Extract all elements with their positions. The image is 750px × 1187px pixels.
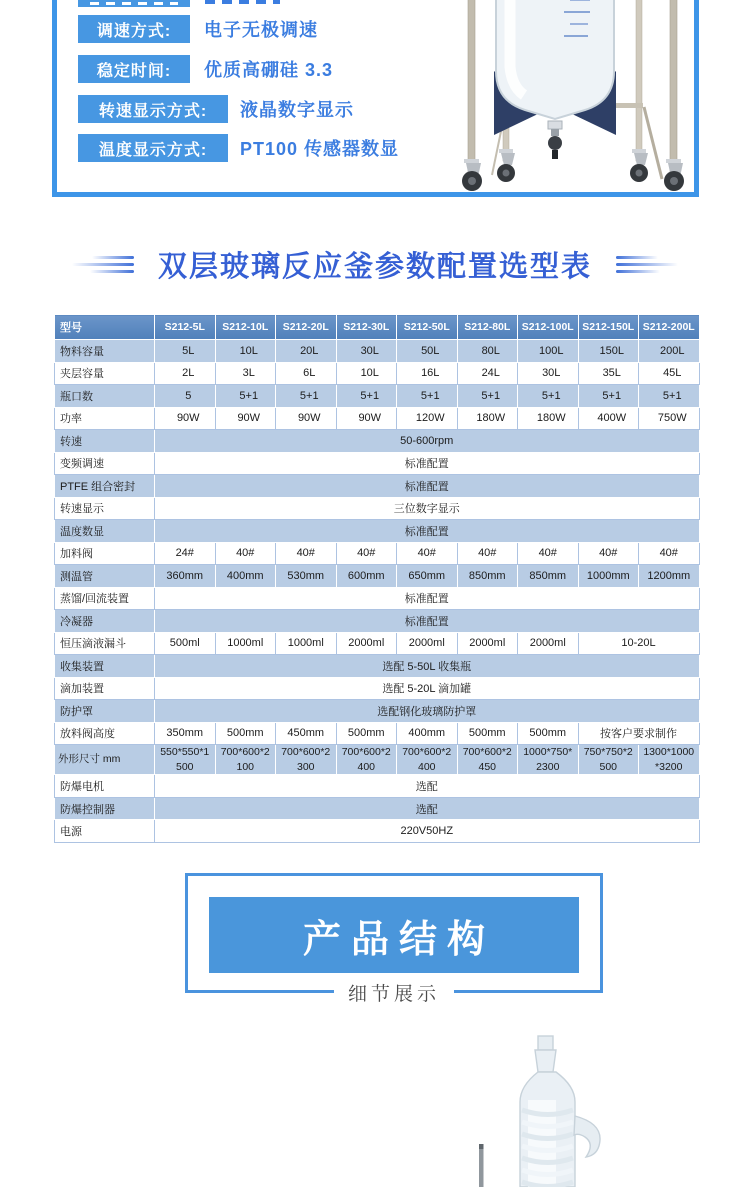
table-cell: 400mm — [215, 565, 276, 588]
caster-wheel — [497, 149, 515, 182]
table-row — [55, 775, 700, 798]
merged-value-cell: 标准配置 — [155, 452, 700, 475]
row-label-cell: 转速 — [55, 430, 155, 453]
merged-value-cell: 标准配置 — [155, 475, 700, 498]
table-cell: 2000ml — [457, 632, 518, 655]
table-cell: 2000ml — [397, 632, 458, 655]
merged-value-cell: 220V50HZ — [155, 820, 700, 843]
table-cell: 30L — [518, 362, 579, 385]
spec-row — [78, 55, 333, 83]
row-label-cell: 物料容量 — [55, 340, 155, 363]
column-header: S212-50L — [397, 315, 458, 340]
table-cell: 24# — [155, 542, 216, 565]
spec-row — [78, 95, 354, 123]
spec-label: 温度显示方式: — [78, 134, 228, 162]
structure-outline-box — [185, 873, 603, 1005]
table-cell: 1000ml — [276, 632, 337, 655]
table-cell: 700*600*2400 — [397, 745, 458, 775]
table-cell: 2000ml — [336, 632, 397, 655]
table-cell: 360mm — [155, 565, 216, 588]
table-cell: 90W — [215, 407, 276, 430]
table-cell: 50L — [397, 340, 458, 363]
spec-label: 稳定时间: — [78, 55, 190, 83]
table-row — [55, 722, 700, 745]
table-cell: 40# — [578, 542, 639, 565]
stand-rod — [644, 107, 662, 179]
structure-banner-title: 产品结构 — [302, 918, 495, 961]
table-cell: 850mm — [518, 565, 579, 588]
table-cell: 45L — [639, 362, 700, 385]
row-label-cell: 加料阀 — [55, 542, 155, 565]
spec-label: 调速方式: — [78, 15, 190, 43]
row-label-cell: 温度数显 — [55, 520, 155, 543]
table-cell: 400mm — [397, 722, 458, 745]
table-cell: 700*600*2100 — [215, 745, 276, 775]
speed-lines-icon — [616, 252, 678, 277]
parameter-table — [54, 314, 700, 843]
row-label-cell: 功率 — [55, 407, 155, 430]
row-label-cell: 转速显示 — [55, 497, 155, 520]
clipped-text-fragment — [90, 2, 178, 5]
column-header: S212-30L — [336, 315, 397, 340]
table-cell: 5+1 — [397, 385, 458, 408]
table-cell: 700*600*2450 — [457, 745, 518, 775]
row-label-cell: 防爆电机 — [55, 775, 155, 798]
spec-value: 液晶数字显示 — [240, 100, 354, 120]
structure-banner — [209, 897, 579, 973]
table-row — [55, 655, 700, 678]
merged-value-cell: 选配 5-20L 滴加罐 — [155, 677, 700, 700]
stand-leg — [468, 0, 475, 183]
table-cell: 450mm — [276, 722, 337, 745]
row-label-cell: 放料阀高度 — [55, 722, 155, 745]
column-header: S212-20L — [276, 315, 337, 340]
table-cell: 16L — [397, 362, 458, 385]
row-label-cell: 防护罩 — [55, 700, 155, 723]
drain-neck — [548, 121, 562, 129]
table-cell: 5+1 — [639, 385, 700, 408]
table-cell: 100L — [518, 340, 579, 363]
spec-row — [78, 134, 399, 162]
spec-value: PT100 传感器数显 — [240, 139, 400, 159]
valve-tip — [552, 150, 558, 159]
table-cell: 5+1 — [518, 385, 579, 408]
table-cell: 750W — [639, 407, 700, 430]
table-cell: 10L — [215, 340, 276, 363]
row-label-cell: 蒸馏/回流装置 — [55, 587, 155, 610]
row-label-cell: PTFE 组合密封 — [55, 475, 155, 498]
table-cell: 2000ml — [518, 632, 579, 655]
table-cell: 30L — [336, 340, 397, 363]
table-cell: 40# — [639, 542, 700, 565]
table-cell: 5+1 — [276, 385, 337, 408]
table-row — [55, 520, 700, 543]
table-cell: 530mm — [276, 565, 337, 588]
table-cell: 150L — [578, 340, 639, 363]
structure-subtitle: 细节展示 — [334, 979, 454, 1006]
row-label-cell: 外形尺寸 mm — [55, 745, 155, 775]
table-cell: 1000ml — [215, 632, 276, 655]
table-cell: 700*600*2300 — [276, 745, 337, 775]
valve-knob — [548, 136, 562, 150]
table-cell: 5 — [155, 385, 216, 408]
merged-value-cell: 三位数字显示 — [155, 497, 700, 520]
side-arm-hook — [574, 1116, 600, 1157]
column-header: 型号 — [55, 315, 155, 340]
table-cell: 180W — [518, 407, 579, 430]
row-label-cell: 夹层容量 — [55, 362, 155, 385]
row-label-cell: 测温管 — [55, 565, 155, 588]
table-cell: 40# — [457, 542, 518, 565]
table-cell: 6L — [276, 362, 337, 385]
table-row — [55, 542, 700, 565]
caster-wheel — [462, 159, 482, 191]
table-cell: 600mm — [336, 565, 397, 588]
table-cell: 1000*750*2300 — [518, 745, 579, 775]
table-cell: 3L — [215, 362, 276, 385]
merged-value-cell: 标准配置 — [155, 520, 700, 543]
merged-value-cell: 选配 — [155, 775, 700, 798]
table-row — [55, 587, 700, 610]
column-header: S212-10L — [215, 315, 276, 340]
column-header: S212-80L — [457, 315, 518, 340]
spec-value: 电子无极调速 — [204, 20, 318, 40]
column-header: S212-100L — [518, 315, 579, 340]
table-cell: 90W — [155, 407, 216, 430]
row-label-cell: 瓶口数 — [55, 385, 155, 408]
table-row — [55, 820, 700, 843]
table-cell: 400W — [578, 407, 639, 430]
spec-row-partial-label — [78, 0, 190, 7]
column-header: S212-200L — [639, 315, 700, 340]
reactor-photo — [448, 0, 700, 193]
table-cell: 40# — [397, 542, 458, 565]
table-cell: 500ml — [155, 632, 216, 655]
table-row — [55, 700, 700, 723]
column-header: S212-150L — [578, 315, 639, 340]
speed-lines-icon — [72, 252, 134, 277]
table-cell: 350mm — [155, 722, 216, 745]
stand-leg — [670, 0, 677, 183]
table-header-row — [55, 315, 700, 340]
merged-value-cell: 标准配置 — [155, 610, 700, 633]
row-label-cell: 电源 — [55, 820, 155, 843]
merged-value-cell: 标准配置 — [155, 587, 700, 610]
table-cell: 5+1 — [336, 385, 397, 408]
spec-value: 优质高硼硅 3.3 — [204, 60, 334, 80]
table-cell: 24L — [457, 362, 518, 385]
table-cell: 750*750*2500 — [578, 745, 639, 775]
table-cell: 120W — [397, 407, 458, 430]
table-row — [55, 407, 700, 430]
table-cell: 40# — [336, 542, 397, 565]
table-cell: 500mm — [518, 722, 579, 745]
table-row — [55, 610, 700, 633]
table-row — [55, 452, 700, 475]
table-cell: 850mm — [457, 565, 518, 588]
table-cell: 500mm — [336, 722, 397, 745]
table-cell: 200L — [639, 340, 700, 363]
table-cell: 550*550*1500 — [155, 745, 216, 775]
table-cell: 1000mm — [578, 565, 639, 588]
table-cell: 80L — [457, 340, 518, 363]
section-heading-row — [0, 244, 750, 285]
row-label-cell: 防爆控制器 — [55, 797, 155, 820]
row-label-cell: 冷凝器 — [55, 610, 155, 633]
table-cell: 按客户要求制作 — [578, 722, 699, 745]
table-cell: 40# — [518, 542, 579, 565]
row-label-cell: 恒压滴液漏斗 — [55, 632, 155, 655]
merged-value-cell: 选配钢化玻璃防护罩 — [155, 700, 700, 723]
table-cell: 500mm — [215, 722, 276, 745]
table-cell: 500mm — [457, 722, 518, 745]
section-heading: 双层玻璃反应釜参数配置选型表 — [157, 251, 592, 283]
row-label-cell: 收集装置 — [55, 655, 155, 678]
table-row — [55, 385, 700, 408]
table-cell: 180W — [457, 407, 518, 430]
table-cell: 5L — [155, 340, 216, 363]
merged-value-cell: 50-600rpm — [155, 430, 700, 453]
table-row — [55, 475, 700, 498]
row-label-cell: 滴加装置 — [55, 677, 155, 700]
merged-value-cell: 选配 5-50L 收集瓶 — [155, 655, 700, 678]
table-cell: 5+1 — [215, 385, 276, 408]
table-cell: 40# — [276, 542, 337, 565]
caster-wheel — [630, 149, 648, 182]
table-row — [55, 632, 700, 655]
stand-leg — [636, 0, 642, 161]
table-row — [55, 340, 700, 363]
merged-value-cell: 选配 — [155, 797, 700, 820]
condenser-photo — [430, 1032, 670, 1187]
table-cell: 5+1 — [457, 385, 518, 408]
caster-wheel — [664, 159, 684, 191]
spec-row — [78, 15, 318, 43]
table-row — [55, 677, 700, 700]
metal-rod — [479, 1149, 484, 1187]
column-header: S212-5L — [155, 315, 216, 340]
table-cell: 1200mm — [639, 565, 700, 588]
table-cell: 10L — [336, 362, 397, 385]
table-row — [55, 430, 700, 453]
table-cell: 2L — [155, 362, 216, 385]
table-cell: 35L — [578, 362, 639, 385]
table-cell: 700*600*2400 — [336, 745, 397, 775]
table-row — [55, 745, 700, 775]
table-cell: 40# — [215, 542, 276, 565]
table-cell: 5+1 — [578, 385, 639, 408]
row-label-cell: 变频调速 — [55, 452, 155, 475]
table-row — [55, 362, 700, 385]
table-cell: 20L — [276, 340, 337, 363]
table-cell: 1300*1000*3200 — [639, 745, 700, 775]
spec-label: 转速显示方式: — [78, 95, 228, 123]
table-cell: 90W — [336, 407, 397, 430]
table-row — [55, 797, 700, 820]
table-cell: 90W — [276, 407, 337, 430]
spec-row-partial-value — [205, 0, 280, 4]
table-row — [55, 497, 700, 520]
valve-stem — [551, 129, 559, 136]
table-cell: 650mm — [397, 565, 458, 588]
table-cell: 10-20L — [578, 632, 699, 655]
table-row — [55, 565, 700, 588]
